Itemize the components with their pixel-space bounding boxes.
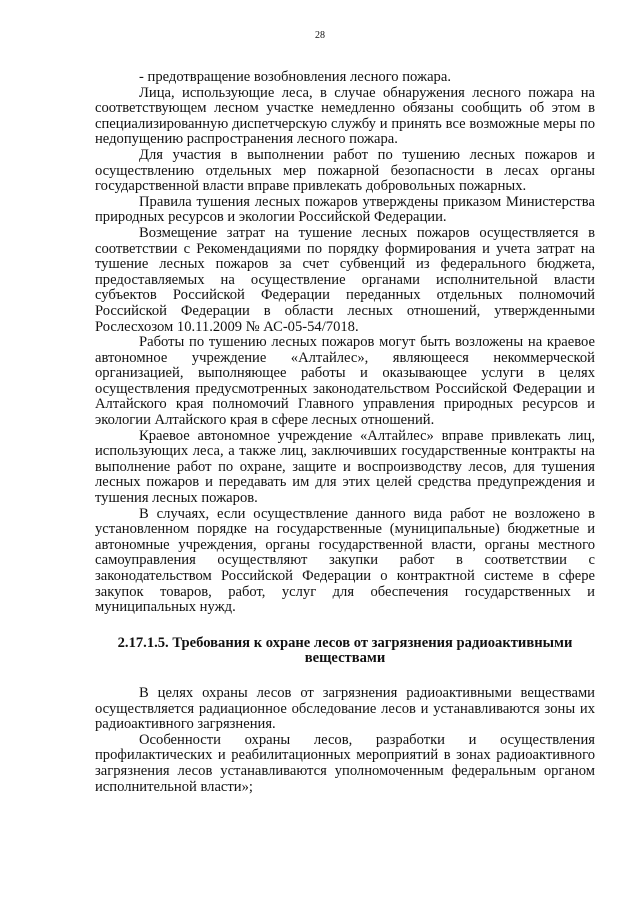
paragraph-fire-resumption: - предотвращение возобновления лесного пожара. — [139, 69, 451, 85]
paragraph-radiation-zones: Особенности охраны лесов, разработки и осуществления профилактических и реабилитационных мероприятий в зонах радиоактивного загрязнения лесов устанавливаются уполномоченным федеральным органом исполнительной власти»; — [95, 731, 595, 795]
page-number: 28 — [315, 30, 325, 41]
paragraph-altayles-assignment: Работы по тушению лесных пожаров могут быть возложены на краевое автономное учреждение «Алтайлес», являющееся некоммерческой организацией, выполняющее работы и оказывающее услуги в целях осуществления предусмотренных законодательством Российской Федерации и Алтайского края полномочий Главного управления природных ресурсов и экологии Алтайского края в сфере лесных отношений. — [95, 334, 595, 429]
page-body — [95, 70, 595, 795]
paragraph-radiation-survey: В целях охраны лесов от загрязнения радиоактивными веществами осуществляется радиационное обследование лесов и устанавливаются зоны их радиоактивного загрязнения. — [95, 684, 595, 733]
paragraph-cost-reimbursement: Возмещение затрат на тушение лесных пожаров осуществляется в соответствии с Рекомендациями по порядку формирования и учета затрат на тушение лесных пожаров за счет субвенций из федерального бюджета, предоставляемых на осуществление органами исполнительной власти субъектов Российской Федерации переданных отдельных полномочий Российской Федерации в области лесных отношений, утвержденными Рослесхозом 10.11.2009 № АС-05-54/7018. — [95, 224, 595, 335]
paragraph-forest-users-duty: Лица, использующие леса, в случае обнаружения лесного пожара на соответствующем лесном участке немедленно обязаны сообщить об этом в специализированную диспетчерскую службу и принять все возможные меры по недопущению распространения лесного пожара. — [95, 84, 595, 148]
paragraph-firefighting-rules: Правила тушения лесных пожаров утверждены приказом Министерства природных ресурсов и экологии Российской Федерации. — [95, 193, 595, 226]
section-heading: 2.17.1.5. Требования к охране лесов от загрязнения радиоактивными веществами — [117, 634, 573, 667]
paragraph-altayles-rights: Краевое автономное учреждение «Алтайлес» вправе привлекать лиц, использующих леса, а также лиц, заключивших государственные контракты на выполнение работ по охране, защите и воспроизводству лесов, для тушения лесных пожаров и передавать им для этих целей средства предупреждения и тушения лесных пожаров. — [95, 427, 595, 507]
paragraph-volunteer-firefighters: Для участия в выполнении работ по тушению лесных пожаров и осуществлению отдельных мер пожарной безопасности в лесах органы государственной власти вправе привлекать добровольных пожарных. — [95, 146, 595, 195]
paragraph-procurement: В случаях, если осуществление данного вида работ не возложено в установленном порядке на государственные (муниципальные) бюджетные и автономные учреждения, органы государственной власти, органы местного самоуправления осуществляют закупки работ в соответствии с законодательством Российской Федерации о контрактной системе в сфере закупок товаров, работ, услуг для обеспечения государственных и муниципальных нужд. — [95, 505, 595, 616]
